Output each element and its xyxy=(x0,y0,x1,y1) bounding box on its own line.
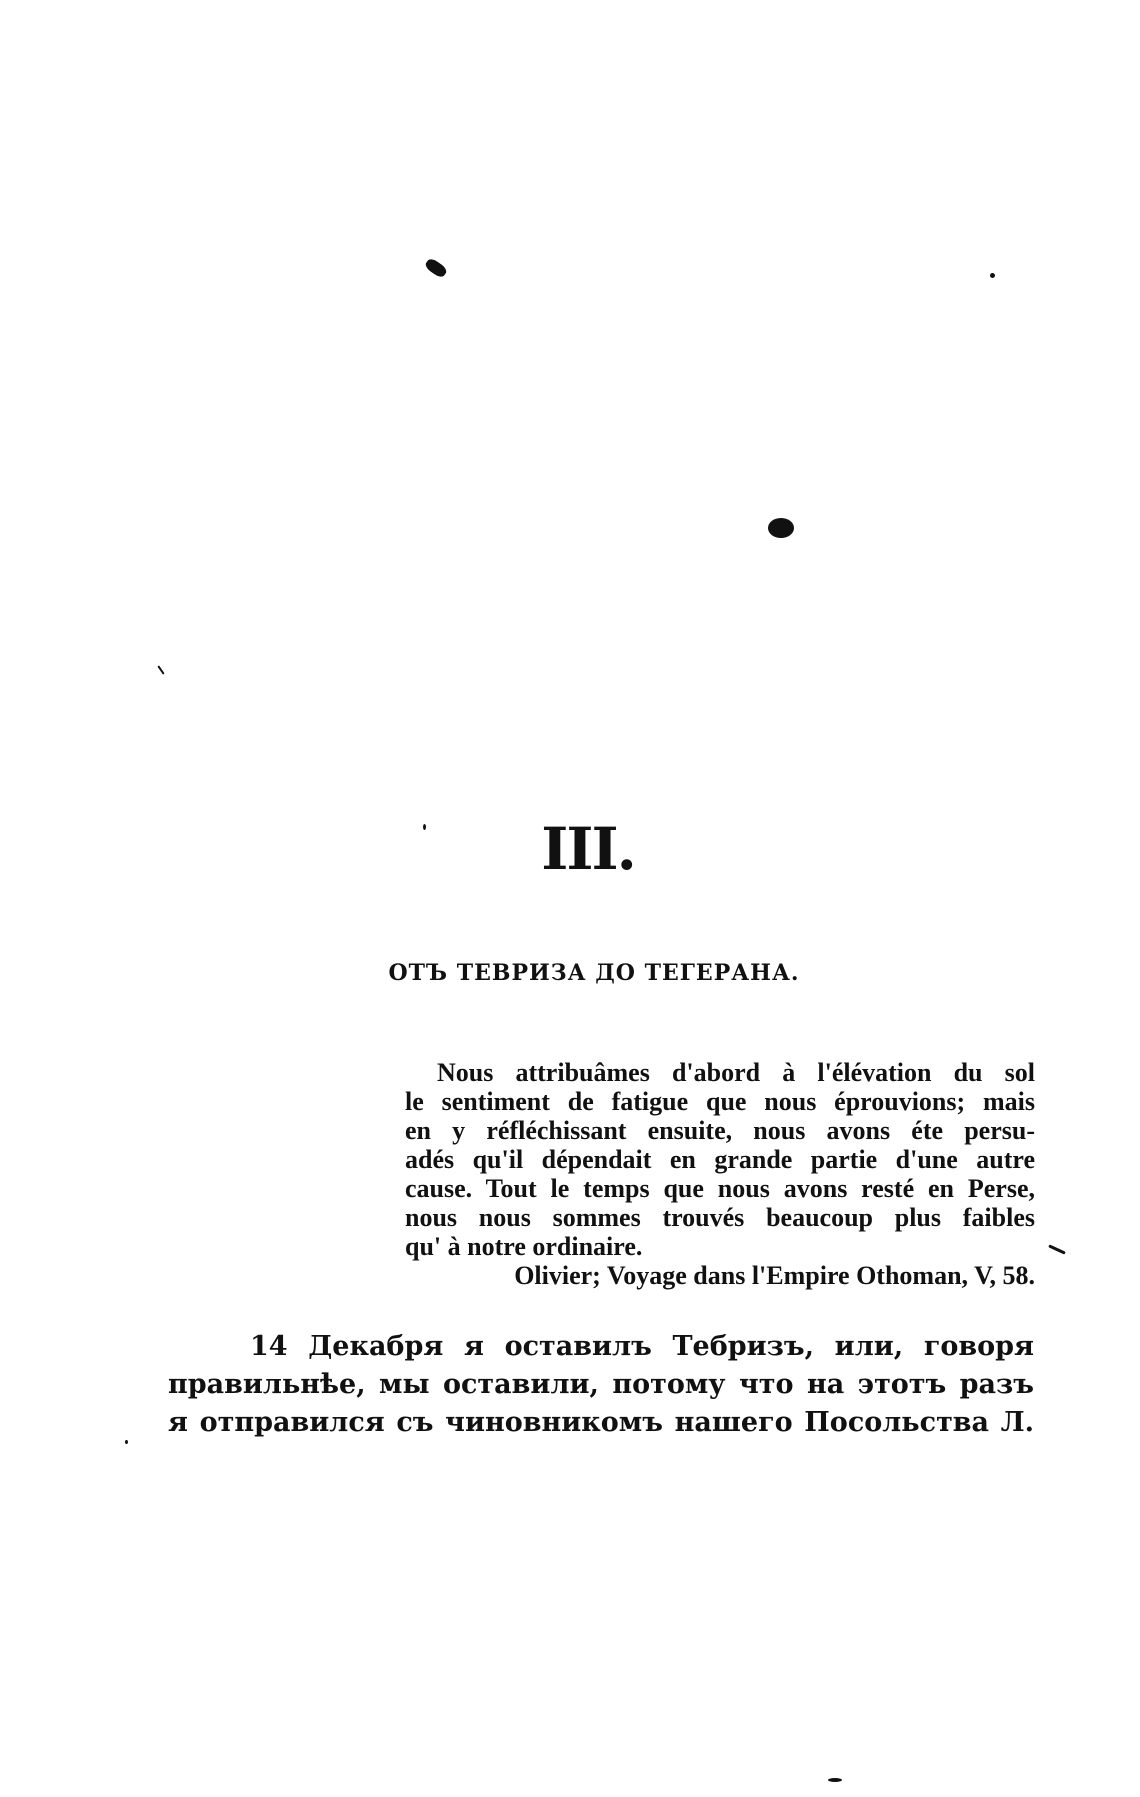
scan-speck xyxy=(157,665,164,674)
epigraph-line: qu' à notre ordinaire. xyxy=(405,1232,643,1261)
scan-speck xyxy=(828,1778,842,1782)
body-line: правильнѣе, мы оставили, потому что на этотъ разъ xyxy=(168,1369,1034,1400)
epigraph-line: nous nous sommes trouvés beaucoup plus faibles xyxy=(405,1203,1035,1232)
epigraph-source: Olivier; Voyage dans l'Empire Othoman, V, 58. xyxy=(514,1261,1035,1290)
chapter-number: III. xyxy=(541,815,635,883)
body-paragraph xyxy=(168,1328,1034,1442)
scan-speck xyxy=(768,518,794,538)
epigraph-line: le sentiment de fatigue que nous éprouvions; mais xyxy=(405,1087,1035,1116)
epigraph-line: adés qu'il dépendait en grande partie d'une autre xyxy=(405,1145,1035,1174)
scan-speck xyxy=(424,257,449,279)
scan-speck xyxy=(990,273,995,278)
body-line: я отправился съ чиновникомъ нашего Посольства Л. xyxy=(168,1407,1034,1438)
scan-speck xyxy=(1048,1244,1066,1254)
epigraph-quote xyxy=(405,1058,1035,1261)
epigraph-line: en y réfléchissant ensuite, nous avons éte persu- xyxy=(405,1116,1035,1145)
chapter-title: ОТЪ ТЕВРИЗА ДО ТЕГЕРАНА. xyxy=(388,960,800,986)
epigraph-line: Nous attribuâmes d'abord à l'élévation du sol xyxy=(437,1058,1035,1087)
body-line: 14 Декабря я оставилъ Тебризъ, или, говоря xyxy=(250,1331,1034,1362)
scan-speck xyxy=(125,1440,128,1444)
epigraph-line: cause. Tout le temps que nous avons resté en Perse, xyxy=(405,1174,1035,1203)
epigraph xyxy=(405,1058,1035,1290)
